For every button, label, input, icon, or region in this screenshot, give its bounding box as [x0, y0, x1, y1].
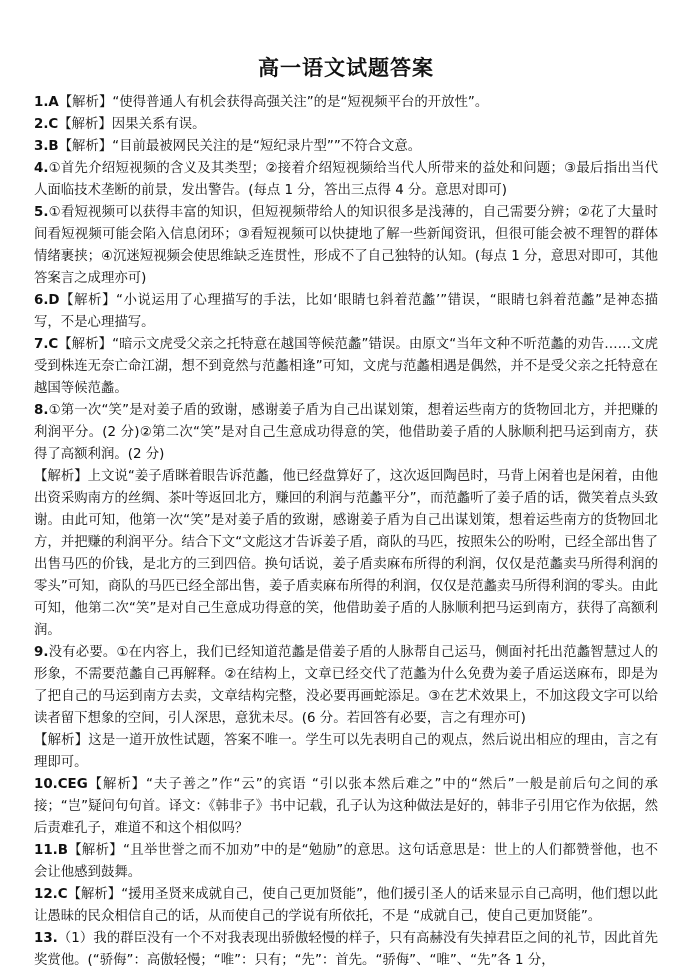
answer-11 [34, 840, 658, 884]
answer-text: 【解析】“目前最被网民关注的是“短纪录片型””不符合文意。 [58, 139, 422, 154]
answer-10 [34, 774, 658, 840]
answer-number: 4. [34, 161, 49, 176]
answer-list [34, 92, 658, 972]
answer-7 [34, 334, 658, 400]
answer-text: 没有必要。①在内容上，我们已经知道范蠡是借姜子盾的人脉帮自己运马，侧面衬托出范蠡智慧过人的形象，不需要范蠡自己再解释。②在结构上，文章已经交代了范蠡为什么免费为姜子盾运送麻布，即是为了把自己的马运到南方去卖，文章结构完整，没必要再画蛇添足。③在艺术效果上，不加这段文字可以给读者留下想象的空间，引人深思，意犹未尽。(6 分。若回答有必要，言之有理亦可) [34, 645, 658, 726]
answer-text: 【解析】“援用圣贤来成就自己，使自己更加贤能”，他们援引圣人的话来显示自己高明，他们想以此让愚昧的民众相信自己的话，从而使自己的学说有所依托，不是 “成就自己，使自己更加贤能”。 [34, 887, 658, 924]
answer-number: 9. [34, 645, 49, 660]
answer-text: 【解析】上文说“姜子盾眯着眼告诉范蠡，他已经盘算好了，这次返回陶邑时，马背上闲着也是闲着，由他出资采购南方的丝绸、茶叶等返回北方，赚回的利润与范蠡平分”，而范蠡听了姜子盾的话，微笑着点头致谢。由此可知，他第一次“笑”是对姜子盾的致谢，感谢姜子盾为自己出谋划策，想着运些南方的货物回北方，并把赚的利润平分。结合下文“文彪这才告诉姜子盾，商队的马匹，按照朱公的吩咐，已经全部出售了出售马匹的价钱，是北方的三到四倍。换句话说，姜子盾卖麻布所得的利润，仅仅是范蠡卖马所得利润的零头”可知，商队的马匹已经全部出售，姜子盾卖麻布所得的利润，仅仅是范蠡卖马所得利润的零头。由此可知，他第二次“笑”是对自己生意成功得意的笑，他借助姜子盾的人脉顺利把马运到南方，获得了高额利润。 [34, 469, 658, 638]
answer-9 [34, 642, 658, 730]
answer-number: 1.A [34, 95, 59, 110]
answer-text: 【解析】“夫子善之”作“云”的宾语 “引以张本然后难之”中的“然后”一般是前后句之间的承接；“岂”疑问句句首。译文：《韩非子》书中记载，孔子认为这种做法是好的，韩非子引用它作为依据，然后责难孔子，难道不和这个相似吗？ [34, 777, 658, 836]
answer-number: 10.CEG [34, 777, 88, 792]
answer-text: 【解析】这是一道开放性试题，答案不唯一。学生可以先表明自己的观点，然后说出相应的理由，言之有理即可。 [34, 733, 658, 770]
answer-number: 8. [34, 403, 49, 418]
answer-text: ①第一次“笑”是对姜子盾的致谢，感谢姜子盾为自己出谋划策，想着运些南方的货物回北方，并把赚的利润平分。(2 分)②第二次“笑”是对自己生意成功得意的笑，他借助姜子盾的人脉顺利把马运到南方，获得了高额利润。(2 分) [34, 403, 658, 462]
answer-8 [34, 400, 658, 466]
answer-text: ①看短视频可以获得丰富的知识，但短视频带给人的知识很多是浅薄的，自己需要分辨；②花了大量时间看短视频可能会陷入信息闭环；③看短视频可以快捷地了解一些新闻资讯，但很可能会被不理智的群体情绪裹挟；④沉迷短视频会使思维缺乏连贯性，形成不了自己独特的认知。(每点 1 分，意思对即可，其他答案言之成理亦可) [34, 205, 658, 286]
answer-text: ①首先介绍短视频的含义及其类型；②接着介绍短视频给当代人所带来的益处和问题；③最后指出当代人面临技术垄断的前景，发出警告。(每点 1 分，答出三点得 4 分。意思对即可) [34, 161, 658, 198]
answer-text: 【解析】“暗示文虎受父亲之托特意在越国等候范蠡”错误。由原文“当年文种不听范蠡的劝告……文虎受到株连无奈亡命江湖，想不到竟然与范蠡相逢”可知，文虎与范蠡相遇是偶然，并不是受父亲之托特意在越国等候范蠡。 [34, 337, 658, 396]
answer-number: 3.B [34, 139, 59, 154]
answer-13 [34, 928, 658, 972]
answer-text: 【解析】“小说运用了心理描写的手法，比如‘眼睛乜斜着范蠡’”错误，“眼睛乜斜着范蠡”是神态描写，不是心理描写。 [34, 293, 658, 330]
answer-6 [34, 290, 658, 334]
answer-8-analysis [34, 466, 658, 642]
answer-1 [34, 92, 658, 114]
answer-2 [34, 114, 658, 136]
answer-text: 【解析】“使得普通人有机会获得高强关注”的是“短视频平台的开放性”。 [58, 95, 489, 110]
answer-number: 12.C [34, 887, 68, 902]
answer-9-analysis [34, 730, 658, 774]
answer-text: 【解析】因果关系有误。 [58, 117, 206, 132]
answer-12 [34, 884, 658, 928]
answer-3 [34, 136, 658, 158]
answer-text: （1）我的群臣没有一个不对我表现出骄傲轻慢的样子，只有高赫没有失掉君臣之间的礼节，因此首先奖赏他。(“骄侮”：高傲轻慢；“唯”：只有；“先”：首先。“骄侮”、“唯”、“先”各 1 分， [34, 931, 658, 968]
answer-4 [34, 158, 658, 202]
answer-number: 7.C [34, 337, 59, 352]
answer-5 [34, 202, 658, 290]
answer-number: 13. [34, 931, 58, 946]
page-title: 高一语文试题答案 [258, 56, 434, 80]
answer-number: 5. [34, 205, 49, 220]
answer-text: 【解析】“且举世誉之而不加劝”中的是“勉励”的意思。这句话意思是：世上的人们都赞誉他，也不会让他感到鼓舞。 [34, 843, 658, 880]
answer-number: 6.D [34, 293, 60, 308]
answer-number: 11.B [34, 843, 68, 858]
answer-number: 2.C [34, 117, 59, 132]
